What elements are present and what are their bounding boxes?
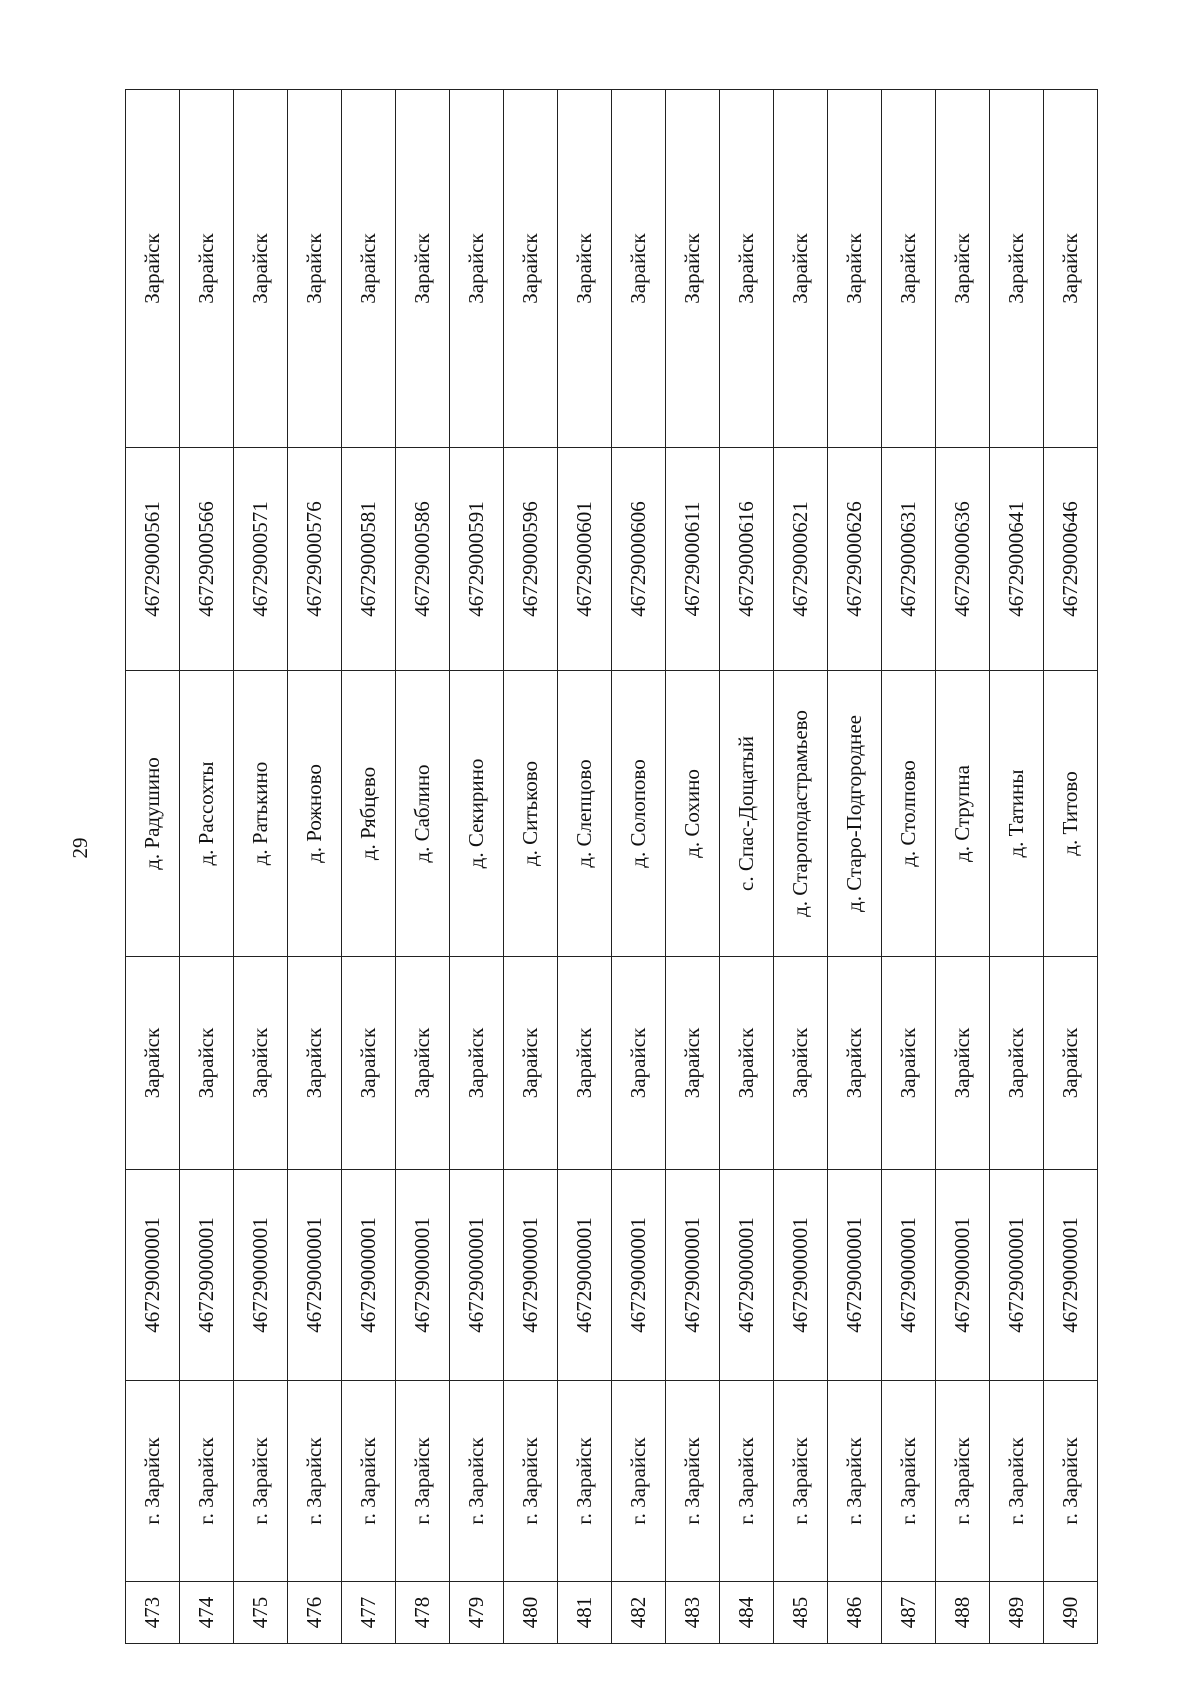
district-cell: Зарайск bbox=[342, 957, 396, 1170]
row-number-cell: 479 bbox=[450, 1582, 504, 1644]
row-number-cell: 487 bbox=[882, 1582, 936, 1644]
district-cell: Зарайск bbox=[774, 957, 828, 1170]
locality-oktmo-cell: 46729000631 bbox=[882, 448, 936, 671]
locality-cell: д. Струпна bbox=[936, 671, 990, 957]
district-cell: Зарайск bbox=[558, 957, 612, 1170]
city-cell: г. Зарайск bbox=[234, 1381, 288, 1582]
district-cell: Зарайск bbox=[882, 957, 936, 1170]
table-row bbox=[342, 90, 396, 1644]
settlements-table bbox=[125, 89, 1098, 1644]
locality-oktmo-cell: 46729000576 bbox=[288, 448, 342, 671]
row-number-cell: 483 bbox=[666, 1582, 720, 1644]
locality-district-cell: Зарайск bbox=[666, 90, 720, 448]
locality-cell: с. Спас-Дощатый bbox=[720, 671, 774, 957]
table-row bbox=[288, 90, 342, 1644]
city-oktmo-cell: 46729000001 bbox=[990, 1170, 1044, 1381]
city-oktmo-cell: 46729000001 bbox=[612, 1170, 666, 1381]
row-number-cell: 484 bbox=[720, 1582, 774, 1644]
city-cell: г. Зарайск bbox=[774, 1381, 828, 1582]
row-number-cell: 475 bbox=[234, 1582, 288, 1644]
locality-cell: д. Ситьково bbox=[504, 671, 558, 957]
city-oktmo-cell: 46729000001 bbox=[396, 1170, 450, 1381]
locality-district-cell: Зарайск bbox=[828, 90, 882, 448]
row-number-cell: 473 bbox=[126, 1582, 180, 1644]
locality-cell: д. Староподастрамьево bbox=[774, 671, 828, 957]
city-cell: г. Зарайск bbox=[828, 1381, 882, 1582]
locality-oktmo-cell: 46729000581 bbox=[342, 448, 396, 671]
locality-oktmo-cell: 46729000621 bbox=[774, 448, 828, 671]
locality-district-cell: Зарайск bbox=[450, 90, 504, 448]
table-row bbox=[828, 90, 882, 1644]
locality-oktmo-cell: 46729000586 bbox=[396, 448, 450, 671]
city-cell: г. Зарайск bbox=[342, 1381, 396, 1582]
table-row bbox=[936, 90, 990, 1644]
row-number-cell: 480 bbox=[504, 1582, 558, 1644]
district-cell: Зарайск bbox=[180, 957, 234, 1170]
locality-oktmo-cell: 46729000611 bbox=[666, 448, 720, 671]
table-row bbox=[180, 90, 234, 1644]
city-cell: г. Зарайск bbox=[504, 1381, 558, 1582]
row-number-cell: 490 bbox=[1044, 1582, 1098, 1644]
locality-cell: д. Рассохты bbox=[180, 671, 234, 957]
locality-oktmo-cell: 46729000566 bbox=[180, 448, 234, 671]
district-cell: Зарайск bbox=[396, 957, 450, 1170]
locality-oktmo-cell: 46729000571 bbox=[234, 448, 288, 671]
locality-oktmo-cell: 46729000641 bbox=[990, 448, 1044, 671]
table-row bbox=[612, 90, 666, 1644]
table-row bbox=[396, 90, 450, 1644]
city-cell: г. Зарайск bbox=[288, 1381, 342, 1582]
locality-district-cell: Зарайск bbox=[1044, 90, 1098, 448]
locality-district-cell: Зарайск bbox=[342, 90, 396, 448]
row-number-cell: 476 bbox=[288, 1582, 342, 1644]
locality-cell: д. Саблино bbox=[396, 671, 450, 957]
district-cell: Зарайск bbox=[936, 957, 990, 1170]
locality-cell: д. Солопово bbox=[612, 671, 666, 957]
city-oktmo-cell: 46729000001 bbox=[342, 1170, 396, 1381]
city-cell: г. Зарайск bbox=[720, 1381, 774, 1582]
locality-district-cell: Зарайск bbox=[720, 90, 774, 448]
table-row bbox=[450, 90, 504, 1644]
city-oktmo-cell: 46729000001 bbox=[666, 1170, 720, 1381]
rotated-table-container bbox=[125, 97, 1080, 1644]
table-row bbox=[882, 90, 936, 1644]
row-number-cell: 474 bbox=[180, 1582, 234, 1644]
table-row bbox=[504, 90, 558, 1644]
row-number-cell: 489 bbox=[990, 1582, 1044, 1644]
district-cell: Зарайск bbox=[1044, 957, 1098, 1170]
city-cell: г. Зарайск bbox=[990, 1381, 1044, 1582]
row-number-cell: 481 bbox=[558, 1582, 612, 1644]
city-oktmo-cell: 46729000001 bbox=[882, 1170, 936, 1381]
table-row bbox=[990, 90, 1044, 1644]
locality-oktmo-cell: 46729000636 bbox=[936, 448, 990, 671]
locality-cell: д. Рожново bbox=[288, 671, 342, 957]
city-oktmo-cell: 46729000001 bbox=[288, 1170, 342, 1381]
district-cell: Зарайск bbox=[666, 957, 720, 1170]
locality-cell: д. Столпово bbox=[882, 671, 936, 957]
locality-cell: д. Ратькино bbox=[234, 671, 288, 957]
locality-cell: д. Татины bbox=[990, 671, 1044, 957]
locality-district-cell: Зарайск bbox=[180, 90, 234, 448]
locality-district-cell: Зарайск bbox=[882, 90, 936, 448]
locality-district-cell: Зарайск bbox=[990, 90, 1044, 448]
locality-district-cell: Зарайск bbox=[936, 90, 990, 448]
row-number-cell: 477 bbox=[342, 1582, 396, 1644]
locality-cell: д. Радушино bbox=[126, 671, 180, 957]
city-oktmo-cell: 46729000001 bbox=[234, 1170, 288, 1381]
city-cell: г. Зарайск bbox=[450, 1381, 504, 1582]
locality-district-cell: Зарайск bbox=[774, 90, 828, 448]
city-oktmo-cell: 46729000001 bbox=[558, 1170, 612, 1381]
district-cell: Зарайск bbox=[288, 957, 342, 1170]
city-cell: г. Зарайск bbox=[936, 1381, 990, 1582]
locality-oktmo-cell: 46729000601 bbox=[558, 448, 612, 671]
district-cell: Зарайск bbox=[990, 957, 1044, 1170]
row-number-cell: 482 bbox=[612, 1582, 666, 1644]
city-cell: г. Зарайск bbox=[612, 1381, 666, 1582]
row-number-cell: 478 bbox=[396, 1582, 450, 1644]
city-cell: г. Зарайск bbox=[882, 1381, 936, 1582]
locality-district-cell: Зарайск bbox=[234, 90, 288, 448]
locality-oktmo-cell: 46729000596 bbox=[504, 448, 558, 671]
table-row bbox=[774, 90, 828, 1644]
city-oktmo-cell: 46729000001 bbox=[720, 1170, 774, 1381]
page-number: 29 bbox=[68, 837, 92, 859]
locality-cell: д. Титово bbox=[1044, 671, 1098, 957]
city-oktmo-cell: 46729000001 bbox=[774, 1170, 828, 1381]
locality-cell: д. Старо-Подгороднее bbox=[828, 671, 882, 957]
locality-oktmo-cell: 46729000616 bbox=[720, 448, 774, 671]
district-cell: Зарайск bbox=[504, 957, 558, 1170]
city-oktmo-cell: 46729000001 bbox=[180, 1170, 234, 1381]
locality-oktmo-cell: 46729000561 bbox=[126, 448, 180, 671]
table-row bbox=[666, 90, 720, 1644]
row-number-cell: 488 bbox=[936, 1582, 990, 1644]
locality-cell: д. Сохино bbox=[666, 671, 720, 957]
locality-oktmo-cell: 46729000646 bbox=[1044, 448, 1098, 671]
locality-district-cell: Зарайск bbox=[612, 90, 666, 448]
table-body bbox=[126, 90, 1098, 1644]
district-cell: Зарайск bbox=[828, 957, 882, 1170]
table-row bbox=[126, 90, 180, 1644]
row-number-cell: 486 bbox=[828, 1582, 882, 1644]
district-cell: Зарайск bbox=[720, 957, 774, 1170]
locality-district-cell: Зарайск bbox=[288, 90, 342, 448]
city-cell: г. Зарайск bbox=[558, 1381, 612, 1582]
locality-district-cell: Зарайск bbox=[504, 90, 558, 448]
city-cell: г. Зарайск bbox=[1044, 1381, 1098, 1582]
locality-district-cell: Зарайск bbox=[396, 90, 450, 448]
city-cell: г. Зарайск bbox=[666, 1381, 720, 1582]
city-oktmo-cell: 46729000001 bbox=[936, 1170, 990, 1381]
city-oktmo-cell: 46729000001 bbox=[126, 1170, 180, 1381]
row-number-cell: 485 bbox=[774, 1582, 828, 1644]
city-oktmo-cell: 46729000001 bbox=[450, 1170, 504, 1381]
locality-oktmo-cell: 46729000626 bbox=[828, 448, 882, 671]
table-row bbox=[234, 90, 288, 1644]
city-oktmo-cell: 46729000001 bbox=[504, 1170, 558, 1381]
city-oktmo-cell: 46729000001 bbox=[1044, 1170, 1098, 1381]
city-cell: г. Зарайск bbox=[180, 1381, 234, 1582]
locality-district-cell: Зарайск bbox=[558, 90, 612, 448]
city-cell: г. Зарайск bbox=[396, 1381, 450, 1582]
city-oktmo-cell: 46729000001 bbox=[828, 1170, 882, 1381]
locality-cell: д. Секирино bbox=[450, 671, 504, 957]
table-row bbox=[558, 90, 612, 1644]
locality-oktmo-cell: 46729000591 bbox=[450, 448, 504, 671]
district-cell: Зарайск bbox=[234, 957, 288, 1170]
table-row bbox=[1044, 90, 1098, 1644]
district-cell: Зарайск bbox=[612, 957, 666, 1170]
district-cell: Зарайск bbox=[450, 957, 504, 1170]
locality-district-cell: Зарайск bbox=[126, 90, 180, 448]
locality-cell: д. Рябцево bbox=[342, 671, 396, 957]
city-cell: г. Зарайск bbox=[126, 1381, 180, 1582]
locality-oktmo-cell: 46729000606 bbox=[612, 448, 666, 671]
district-cell: Зарайск bbox=[126, 957, 180, 1170]
table-row bbox=[720, 90, 774, 1644]
locality-cell: д. Слепцово bbox=[558, 671, 612, 957]
